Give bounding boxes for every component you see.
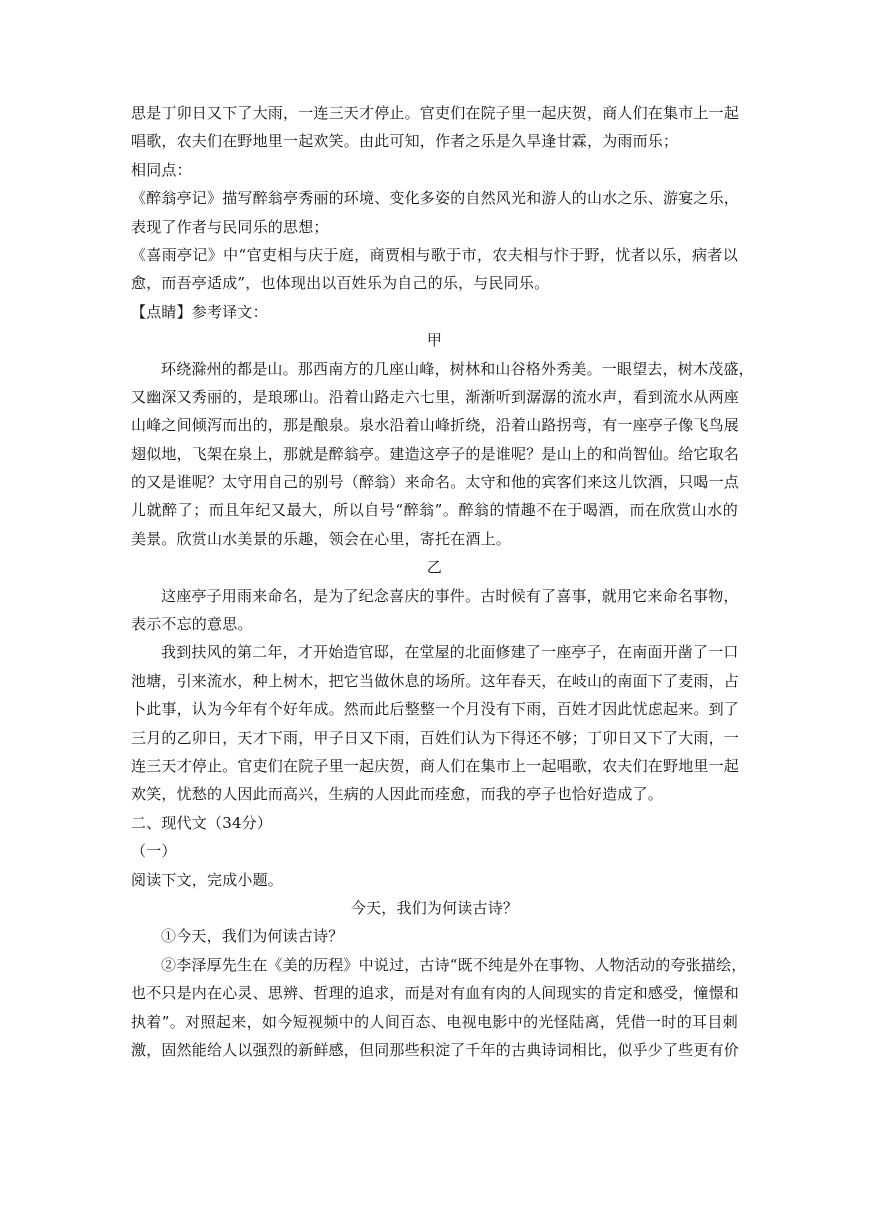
text-line: 连三天才停止。官吏们在院子里一起庆贺，商人们在集市上一起唱歌，农夫们在野地里一起 — [131, 756, 740, 775]
text-line: 愈，而吾亭适成”，也体现出以百姓乐为自己的乐，与民同乐。 — [131, 274, 550, 293]
text-line: 的又是谁呢？太守用自己的别号（醉翁）来命名。太守和他的宾客们来这儿饮酒，只喝一点 — [131, 473, 740, 492]
text-line: 激，固然能给人以强烈的新鲜感，但同那些积淀了千年的古典诗词相比，似乎少了些更有价 — [131, 1040, 740, 1059]
text-line: 池塘，引来流水，种上树木，把它当做休息的场所。这年春天，在岐山的南面下了麦雨，占 — [131, 671, 740, 690]
section-label: 相同点： — [131, 160, 192, 179]
text-line: ①今天，我们为何读古诗？ — [161, 927, 344, 946]
instruction-text: 阅读下文，完成小题。 — [131, 870, 284, 889]
subsection-label: （一） — [131, 842, 177, 861]
text-line: 卜此事，认为今年有个好年成。然而此后整整一个月没有下雨，百姓才因此忧虑起来。到了 — [131, 700, 740, 719]
text-line: 也不只是内在心灵、思辨、哲理的追求，而是对有血有肉的人间现实的肯定和感受，憧憬和 — [131, 984, 740, 1003]
article-title: 今天，我们为何读古诗？ — [350, 898, 519, 917]
text-line: 表示不忘的意思。 — [131, 615, 253, 634]
text-line: 美景。欣赏山水美景的乐趣，领会在心里，寄托在酒上。 — [131, 529, 512, 548]
text-line: 这座亭子用雨来命名，是为了纪念喜庆的事件。古时候有了喜事，就用它来命名事物， — [161, 586, 739, 605]
text-line: 我到扶风的第二年，才开始造官邸，在堂屋的北面修建了一座亭子，在南面开凿了一口 — [161, 643, 739, 662]
text-line: 又幽深又秀丽的，是琅琊山。沿着山路走六七里，渐渐听到潺潺的流水声，看到流水从两座 — [131, 387, 740, 406]
translation-heading: 乙 — [426, 558, 443, 577]
section-heading: 二、现代文（34分） — [131, 813, 273, 832]
text-line: 《醉翁亭记》描写醉翁亭秀丽的环境、变化多姿的自然风光和游人的山水之乐、游宴之乐， — [131, 189, 740, 208]
text-line: 欢笑，忧愁的人因此而高兴，生病的人因此而痊愈，而我的亭子也恰好造成了。 — [131, 785, 664, 804]
text-line: 翅似地，飞架在泉上，那就是醉翁亭。建造这亭子的是谁呢？是山上的和尚智仙。给它取名 — [131, 444, 740, 463]
text-line: 执着”。对照起来，如今短视频中的人间百态、电视电影中的光怪陆离，凭借一时的耳目刺 — [131, 1012, 738, 1031]
text-line: 表现了作者与民同乐的思想； — [131, 217, 329, 236]
section-label: 【点睛】参考译文： — [131, 302, 268, 321]
text-line: 思是丁卯日又下了大雨，一连三天才停止。官吏们在院子里一起庆贺，商人们在集市上一起 — [131, 104, 740, 122]
text-line: 环绕滁州的都是山。那西南方的几座山峰，树林和山谷格外秀美。一眼望去，树木茂盛， — [161, 359, 754, 378]
text-line: 唱歌，农夫们在野地里一起欢笑。由此可知，作者之乐是久旱逢甘霖，为雨而乐； — [131, 132, 679, 151]
translation-heading: 甲 — [426, 331, 443, 350]
text-line: 山峰之间倾泻而出的，那是酿泉。泉水沿着山峰折绕，沿着山路拐弯，有一座亭子像飞鸟展 — [131, 416, 740, 435]
text-line: ②李泽厚先生在《美的历程》中说过，古诗“既不纯是外在事物、人物活动的夸张描绘， — [161, 955, 747, 974]
text-line: 三月的乙卯日，天才下雨，甲子日又下雨，百姓们认为下得还不够；丁卯日又下了大雨，一 — [131, 728, 740, 747]
text-line: 儿就醉了；而且年纪又最大，所以自号“醉翁”。醉翁的情趣不在于喝酒，而在欣赏山水的 — [131, 501, 738, 520]
text-line: 《喜雨亭记》中“官吏相与庆于庭，商贾相与歌于市，农夫相与忭于野，忧者以乐，病者以 — [131, 245, 738, 264]
